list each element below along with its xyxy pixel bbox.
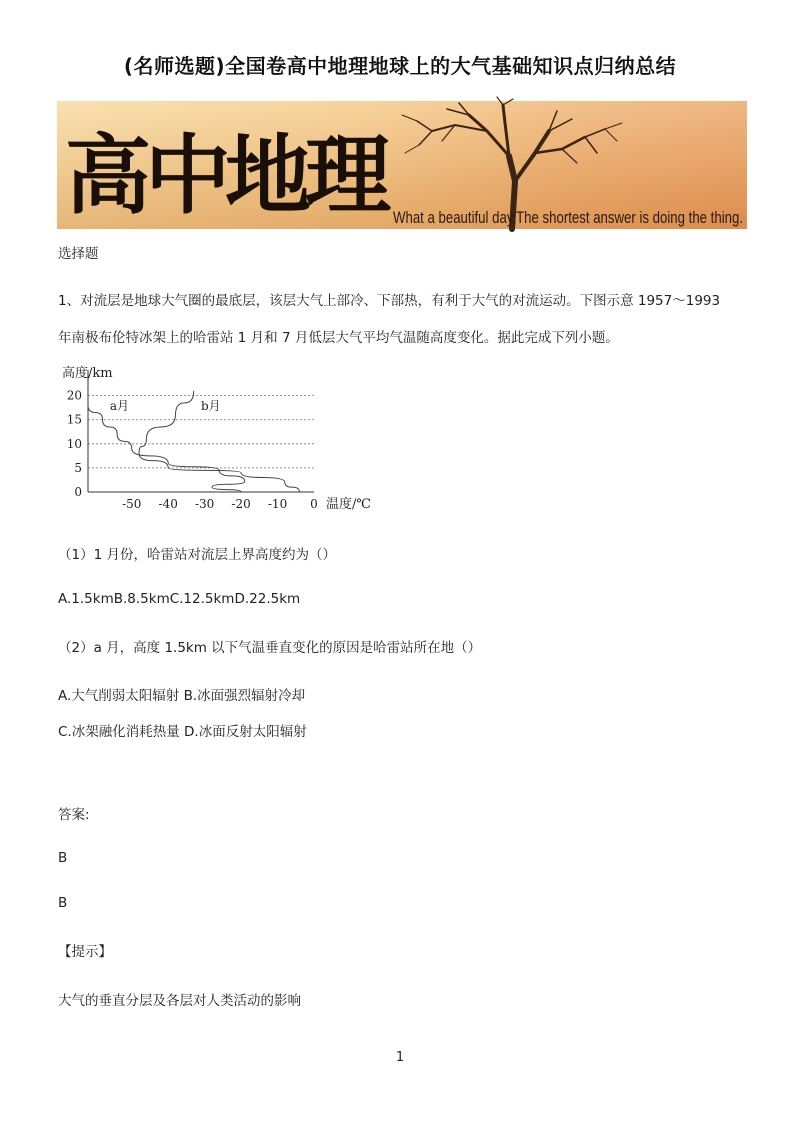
sub-question-2: （2）a 月，高度 1.5km 以下气温垂直变化的原因是哈雷站所在地（） xyxy=(58,640,482,656)
section-label: 选择题 xyxy=(58,246,99,262)
answer-label: 答案: xyxy=(58,807,90,823)
hint-text: 大气的垂直分层及各层对人类活动的影响 xyxy=(58,993,301,1009)
y-axis-label: 高度/km xyxy=(62,366,113,381)
y-tick-label: 15 xyxy=(66,412,82,427)
temperature-height-chart xyxy=(56,362,371,516)
y-tick-label: 0 xyxy=(74,485,82,499)
series-label: b月 xyxy=(201,399,221,414)
y-tick-label: 5 xyxy=(74,460,82,475)
x-axis-label: 温度/℃ xyxy=(326,497,371,512)
banner-graphic xyxy=(57,101,747,229)
sub-question-2-options-line1: A.大气削弱太阳辐射 B.冰面强烈辐射冷却 xyxy=(58,688,306,704)
banner-image xyxy=(57,101,747,229)
answer-1: B xyxy=(58,850,68,866)
x-tick-label: -30 xyxy=(194,497,215,511)
question-stem-line2: 年南极布伦特冰架上的哈雷站 1 月和 7 月低层大气平均气温随高度变化。据此完成下列小题。 xyxy=(58,330,619,346)
banner-big-text: 高中地理 xyxy=(65,125,385,226)
sub-question-2-options-line2: C.冰架融化消耗热量 D.冰面反射太阳辐射 xyxy=(58,724,307,740)
hint-label: 【提示】 xyxy=(58,944,112,960)
x-tick-label: -10 xyxy=(267,497,288,511)
page-number: 1 xyxy=(395,1050,405,1065)
x-tick-label: -20 xyxy=(231,497,251,511)
chart-svg xyxy=(56,362,371,512)
x-tick-label: 0 xyxy=(310,497,318,511)
sub-question-1: （1）1 月份，哈雷站对流层上界高度约为（） xyxy=(58,547,336,563)
y-tick-label: 10 xyxy=(66,436,82,451)
banner-slogan: What a beautiful day.The shortest answer is doing the thing. xyxy=(393,209,743,227)
series-label: a月 xyxy=(109,399,130,414)
y-tick-label: 20 xyxy=(66,388,82,403)
answer-2: B xyxy=(58,895,68,911)
sub-question-1-options: A.1.5kmB.8.5kmC.12.5kmD.22.5km xyxy=(58,591,301,607)
series-line-a xyxy=(88,405,245,492)
x-tick-label: -40 xyxy=(158,497,178,511)
x-tick-label: -50 xyxy=(122,497,142,511)
document-title: (名师选题)全国卷高中地理地球上的大气基础知识点归纳总结 xyxy=(123,54,677,78)
question-stem-line1: 1、对流层是地球大气圈的最底层，该层大气上部冷、下部热，有利于大气的对流运动。下图示意 1957～1993 xyxy=(58,293,721,309)
